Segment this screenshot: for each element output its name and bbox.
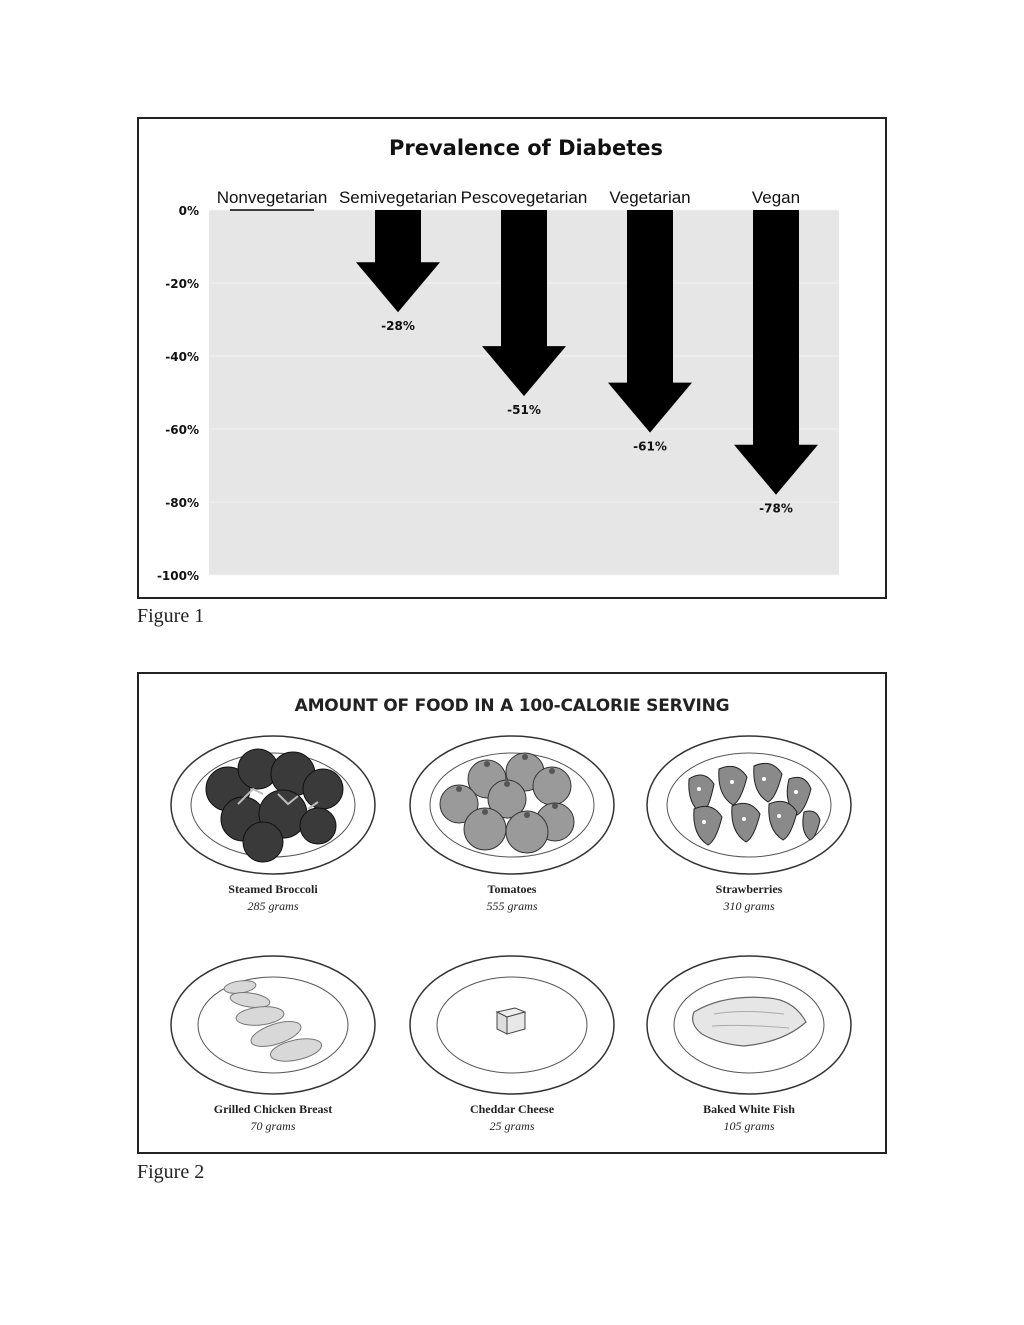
y-tick-label: -100% <box>156 569 199 583</box>
food-grams: 285 grams <box>247 899 299 913</box>
data-label: -78% <box>759 501 793 516</box>
data-label: -28% <box>381 319 415 334</box>
fish-icon <box>644 954 854 1096</box>
food-name: Tomatoes <box>487 882 537 896</box>
strawberry-icon <box>644 734 854 876</box>
x-category-label: Nonvegetarian <box>216 188 328 207</box>
food-item-strawberries <box>629 734 869 914</box>
food-item-cheese <box>392 954 632 1134</box>
food-name: Cheddar Cheese <box>469 1102 555 1116</box>
tomato-icon <box>407 734 617 876</box>
food-item-fish <box>629 954 869 1134</box>
chart-title: Prevalence of Diabetes <box>389 136 663 160</box>
data-label: -51% <box>507 403 541 418</box>
x-category-label: Pescovegetarian <box>460 188 588 207</box>
figure-2-food-servings <box>137 672 887 1154</box>
x-category-label: Vegetarian <box>609 188 691 207</box>
x-category-label: Semivegetarian <box>338 188 458 207</box>
data-label: -61% <box>633 439 667 454</box>
x-category-label: Vegan <box>751 188 801 207</box>
food-grams: 70 grams <box>250 1119 296 1133</box>
food-name: Strawberries <box>715 882 783 896</box>
food-name: Steamed Broccoli <box>228 882 318 896</box>
figure-2-title: AMOUNT OF FOOD IN A 100-CALORIE SERVING <box>294 696 730 716</box>
y-tick-label: -60% <box>165 423 199 437</box>
cheese-icon <box>407 954 617 1096</box>
food-name: Baked White Fish <box>703 1102 795 1116</box>
y-tick-label: 0% <box>178 204 199 218</box>
food-grams: 310 grams <box>723 899 775 913</box>
diabetes-chart <box>139 119 885 597</box>
food-grams: 25 grams <box>489 1119 535 1133</box>
figure-1-chart <box>137 117 887 599</box>
figure-2-caption: Figure 2 <box>137 1161 205 1183</box>
y-tick-label: -80% <box>165 496 199 510</box>
broccoli-icon <box>168 734 378 876</box>
chicken-icon <box>168 954 378 1096</box>
food-name: Grilled Chicken Breast <box>213 1102 333 1116</box>
food-item-broccoli <box>153 734 393 914</box>
food-item-tomatoes <box>392 734 632 914</box>
food-item-chicken <box>153 954 393 1134</box>
figure-1-caption: Figure 1 <box>137 605 205 627</box>
food-grams: 105 grams <box>723 1119 775 1133</box>
food-grams: 555 grams <box>486 899 538 913</box>
y-tick-label: -40% <box>165 350 199 364</box>
y-tick-label: -20% <box>165 277 199 291</box>
